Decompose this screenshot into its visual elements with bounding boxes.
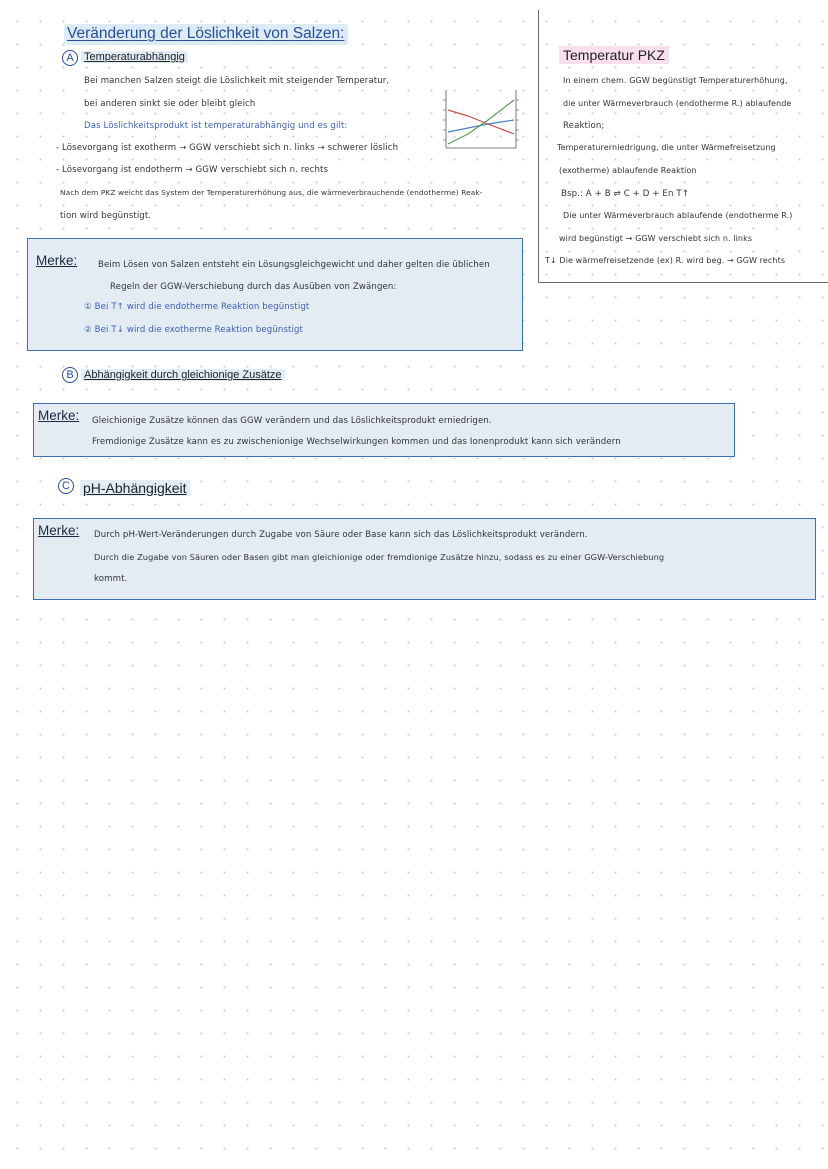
side-panel-line-5: (exotherme) ablaufende Reaktion [559, 166, 697, 175]
section-a-line-5: - Lösevorgang ist endotherm → GGW verschiebt sich n. rechts [56, 165, 329, 175]
section-a-line-2: bei anderen sinkt sie oder bleibt gleich [84, 99, 256, 109]
section-c-heading: pH-Abhängigkeit [80, 480, 190, 496]
merke-3-line-1: Durch pH-Wert-Veränderungen durch Zugabe von Säure oder Base kann sich das Löslichkeitsprodukt verändern. [94, 530, 588, 540]
section-b-marker: B [62, 367, 78, 383]
section-a-heading: Temperaturabhängig [81, 51, 188, 63]
section-a-line-1: Bei manchen Salzen steigt die Löslichkeit mit steigender Temperatur, [84, 76, 390, 86]
merke-label: Merke: [38, 523, 80, 538]
side-panel-line-9: T↓ Die wärmefreisetzende (ex) R. wird beg. → GGW rechts [545, 256, 786, 265]
page-title: Veränderung der Löslichkeit von Salzen: [64, 24, 348, 45]
side-panel-line-2: die unter Wärmeverbrauch (endotherme R.) ablaufende [563, 99, 792, 108]
merke-3-line-3: kommt. [94, 574, 128, 584]
merke-label: Merke: [36, 253, 78, 268]
merke-1-line-4: ② Bei T↓ wird die exotherme Reaktion begünstigt [84, 325, 304, 335]
side-panel-line-8: wird begünstigt → GGW verschiebt sich n. links [559, 234, 753, 243]
section-a-line-4: - Lösevorgang ist exotherm → GGW verschiebt sich n. links → schwerer löslich [56, 143, 399, 153]
section-a-line-6: Nach dem PKZ weicht das System der Temperaturerhöhung aus, die wärmeverbrauchende (endotherme) Reak- [60, 188, 483, 197]
merke-2-line-1: Gleichionige Zusätze können das GGW verändern und das Löslichkeitsprodukt erniedrigen. [92, 416, 492, 426]
side-panel-line-1: In einem chem. GGW begünstigt Temperaturerhöhung, [563, 76, 788, 85]
merke-1-line-2: Regeln der GGW-Verschiebung durch das Ausüben von Zwängen: [110, 282, 397, 292]
side-panel-line-7: Die unter Wärmeverbrauch ablaufende (endotherme R.) [563, 211, 793, 220]
section-a-line-3: Das Löslichkeitsprodukt ist temperaturabhängig und es gilt: [84, 121, 348, 131]
side-panel-pkz [538, 10, 828, 283]
section-a-line-7: tion wird begünstigt. [60, 211, 152, 221]
side-panel-line-6: Bsp.: A + B ⇌ C + D + En T↑ [561, 189, 689, 199]
merke-box-temperature [27, 238, 523, 351]
side-panel-line-3: Reaktion; [563, 121, 605, 131]
merke-1-line-1: Beim Lösen von Salzen entsteht ein Lösungsgleichgewicht und daher gelten die üblichen [98, 260, 490, 270]
solubility-sketch-chart [438, 86, 526, 158]
section-a-marker: A [62, 50, 78, 66]
side-panel-line-4: Temperaturerniedrigung, die unter Wärmefreisetzung [557, 143, 776, 152]
merke-1-line-3: ① Bei T↑ wird die endotherme Reaktion begünstigt [84, 302, 310, 312]
section-c-marker: C [58, 478, 74, 494]
side-panel-title: Temperatur PKZ [559, 46, 669, 64]
merke-box-ph [33, 518, 816, 600]
merke-3-line-2: Durch die Zugabe von Säuren oder Basen gibt man gleichionige oder fremdionige Zusätze hinzu, sodass es zu einer GGW-Verschiebung [94, 552, 665, 562]
merke-label: Merke: [38, 408, 80, 423]
merke-2-line-2: Fremdionige Zusätze kann es zu zwischenionige Wechselwirkungen kommen und das Ionenprodukt kann sich verändern [92, 437, 621, 447]
section-b-heading: Abhängigkeit durch gleichionige Zusätze [81, 369, 285, 381]
merke-box-gleichionig [33, 403, 735, 457]
